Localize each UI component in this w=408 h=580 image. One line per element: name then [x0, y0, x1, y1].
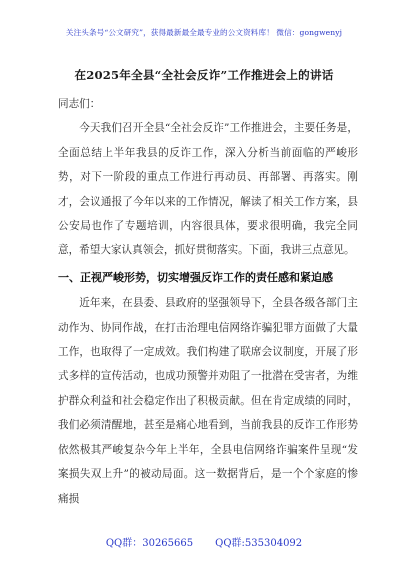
paragraph-intro: 今天我们召开全县“全社会反诈”工作推进会，主要任务是，全面总结上半年我县的反诈工作，深入分析当前面临的严峻形势，对下一阶段的重点工作进行再动员、再部署、再落实。刚才，会议通报了今年以来的工作情况，解读了相关工作方案，县公安局也作了专题培训，内容很具体，要求很明确，我完全同意，希望大家认真领会，抓好贯彻落实。下面，我讲三点意见。 [58, 122, 358, 257]
paragraph-body: 近年来，在县委、县政府的坚强领导下，全县各级各部门主动作为、协同作战，在打击治理电信网络诈骗犯罪方面做了大量工作，也取得了一定成效。我们构建了联席会议制度，开展了形式多样的宣传活动，也成功预警并劝阻了一批潜在受害者，为维护群众利益和社会稳定作出了积极贡献。但在肯定成绩的同时，我们必须清醒地，甚至是痛心地看到，当前我县的反诈工作形势依然极其严峻复杂今年上半年，全县电信网络诈骗案件呈现“发案损失双上升”的被动局面。这一数据背后，是一个个家庭的惨痛损 [58, 297, 358, 505]
qq-group-1: QQ群：30265665 [105, 538, 194, 549]
qq-group-2: QQ群:535304092 [215, 538, 303, 549]
salutation: 同志们： [58, 98, 101, 110]
document-title: 在2025年全县“全社会反诈”工作推进会上的讲话 [74, 68, 334, 82]
document-body [58, 92, 358, 511]
section-heading-1: 一、正视严峻形势，切实增强反诈工作的责任感和紧迫感 [58, 270, 333, 284]
page-footer [0, 534, 408, 549]
promo-banner: 关注头条号“公文研究”，获得最新最全最专业的公文资料库！ 微信：gongwenyj [65, 28, 343, 37]
